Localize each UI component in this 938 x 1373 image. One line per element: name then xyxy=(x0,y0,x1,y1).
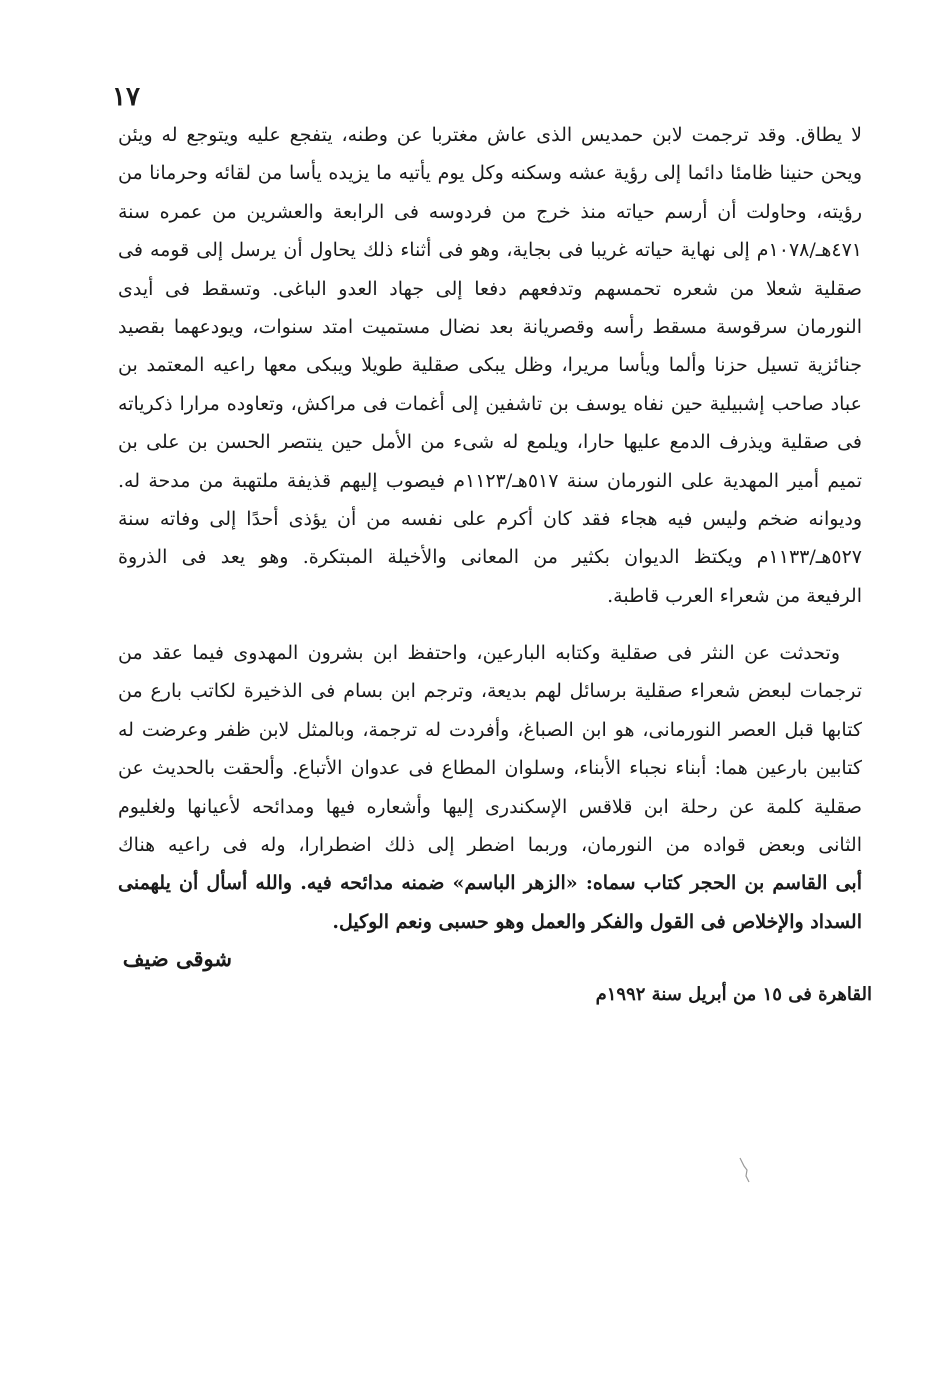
text-line: فى صقلية ويذرف الدمع عليها حارا، ويلمع له شىء من الأمل حين ينتصر الحسن بن على بن xyxy=(118,431,862,454)
text-line: صقلية كلمة عن رحلة ابن قلاقس الإسكندرى إليها وأشعاره فيها ومدائحه لأعيانها ولغليوم xyxy=(118,795,862,818)
page-number: ١٧ xyxy=(112,82,140,112)
text-line: ٤٧١هـ/١٠٧٨م إلى نهاية حياته غريبا فى بجاية، وهو فى أثناء ذلك يحاول أن يرسل إلى قومه فى xyxy=(118,239,862,262)
text-line: جنائزية تسيل حزنا وألما ويأسا مريرا، وظل يبكى صقلية طويلا ويبكى معها راعيه المعتمد بن xyxy=(118,354,862,377)
text-line: عباد صاحب إشبيلية حين نفاه يوسف بن تاشفين إلى أغمات فى مراكش، وتعاوده مرارا ذكرياته xyxy=(118,392,862,415)
text-line: السداد والإخلاص فى القول والفكر والعمل وهو حسبى ونعم الوكيل. xyxy=(332,910,862,933)
scan-speck xyxy=(738,1156,752,1184)
text-line: ٥٢٧هـ/١١٣٣م ويكتظ الديوان بكثير من المعانى والأخيلة المبتكرة. وهو يعد فى الذروة xyxy=(118,546,862,569)
place-date-line: القاهرة فى ١٥ من أبريل سنة ١٩٩٢م xyxy=(595,984,872,1005)
text-line: تميم أمير المهدية على النورمان سنة ٥١٧هـ/١١٢٣م فيصوب إليهم قذيفة ملتهبة من مدحة له. xyxy=(118,469,862,492)
author-signature: شوقى ضيف xyxy=(122,946,232,971)
text-line: وديوانه ضخم وليس فيه هجاء فقد كان أكرم على نفسه من أن يؤذى أحدًا إلى وفاته سنة xyxy=(118,507,862,530)
text-line: الثانى وبعض قواده من النورمان، وربما اضطر إلى ذلك اضطرارا، وله فى راعيه هناك xyxy=(118,833,862,856)
text-line: لا يطاق. وقد ترجمت لابن حمديس الذى عاش مغتربا عن وطنه، يتفجع عليه ويتوجع له ويئن xyxy=(118,124,862,146)
text-line: ويحن حنينا ظامئا دائما إلى رؤية عشه وسكنه وكل يوم يأتيه ما يزيده يأسا من لقائه وحرمانا من xyxy=(118,162,862,185)
text-line: رؤيته، وحاولت أن أرسم حياته منذ خرج من فردوسه فى الرابعة والعشرين من عمره سنة xyxy=(118,200,862,223)
text-line: النورمان سرقوسة مسقط رأسه وقصريانة بعد نضال مستميت امتد سنوات، ويودعهما بقصيد xyxy=(118,315,862,338)
text-line: ترجمات لبعض شعراء صقلية برسائل لهم بديعة، وترجم ابن بسام فى الذخيرة لكاتب بارع من xyxy=(118,680,862,703)
paragraph-sicilian-prose xyxy=(118,634,862,941)
text-line: الرفيعة من شعراء العرب قاطبة. xyxy=(607,584,862,607)
text-line: وتحدثت عن النثر فى صقلية وكتابه البارعين، واحتفظ ابن بشرون المهدوى فيما عقد من xyxy=(118,642,840,664)
text-line: صقلية شعلا من شعره تحمسهم وتدفعهم دفعا إلى جهاد العدو الباغى. وتسقط فى أيدى xyxy=(118,277,862,300)
text-line: أبى القاسم بن الحجر كتاب سماه: «الزهر الباسم» ضمنه مدائحه فيه. والله أسأل أن يلهمنى xyxy=(118,872,862,895)
text-line: كتابين بارعين هما: أبناء نجباء الأبناء، وسلوان المطاع فى عدوان الأتباع. وألحقت بالحديث عن xyxy=(118,757,862,780)
paragraph-ibn-hamdis xyxy=(118,116,862,615)
text-line: كتابها قبل العصر النورمانى، هو ابن الصباغ، وأفردت له ترجمة، وبالمثل لابن ظفر وعرضت له xyxy=(118,718,862,741)
